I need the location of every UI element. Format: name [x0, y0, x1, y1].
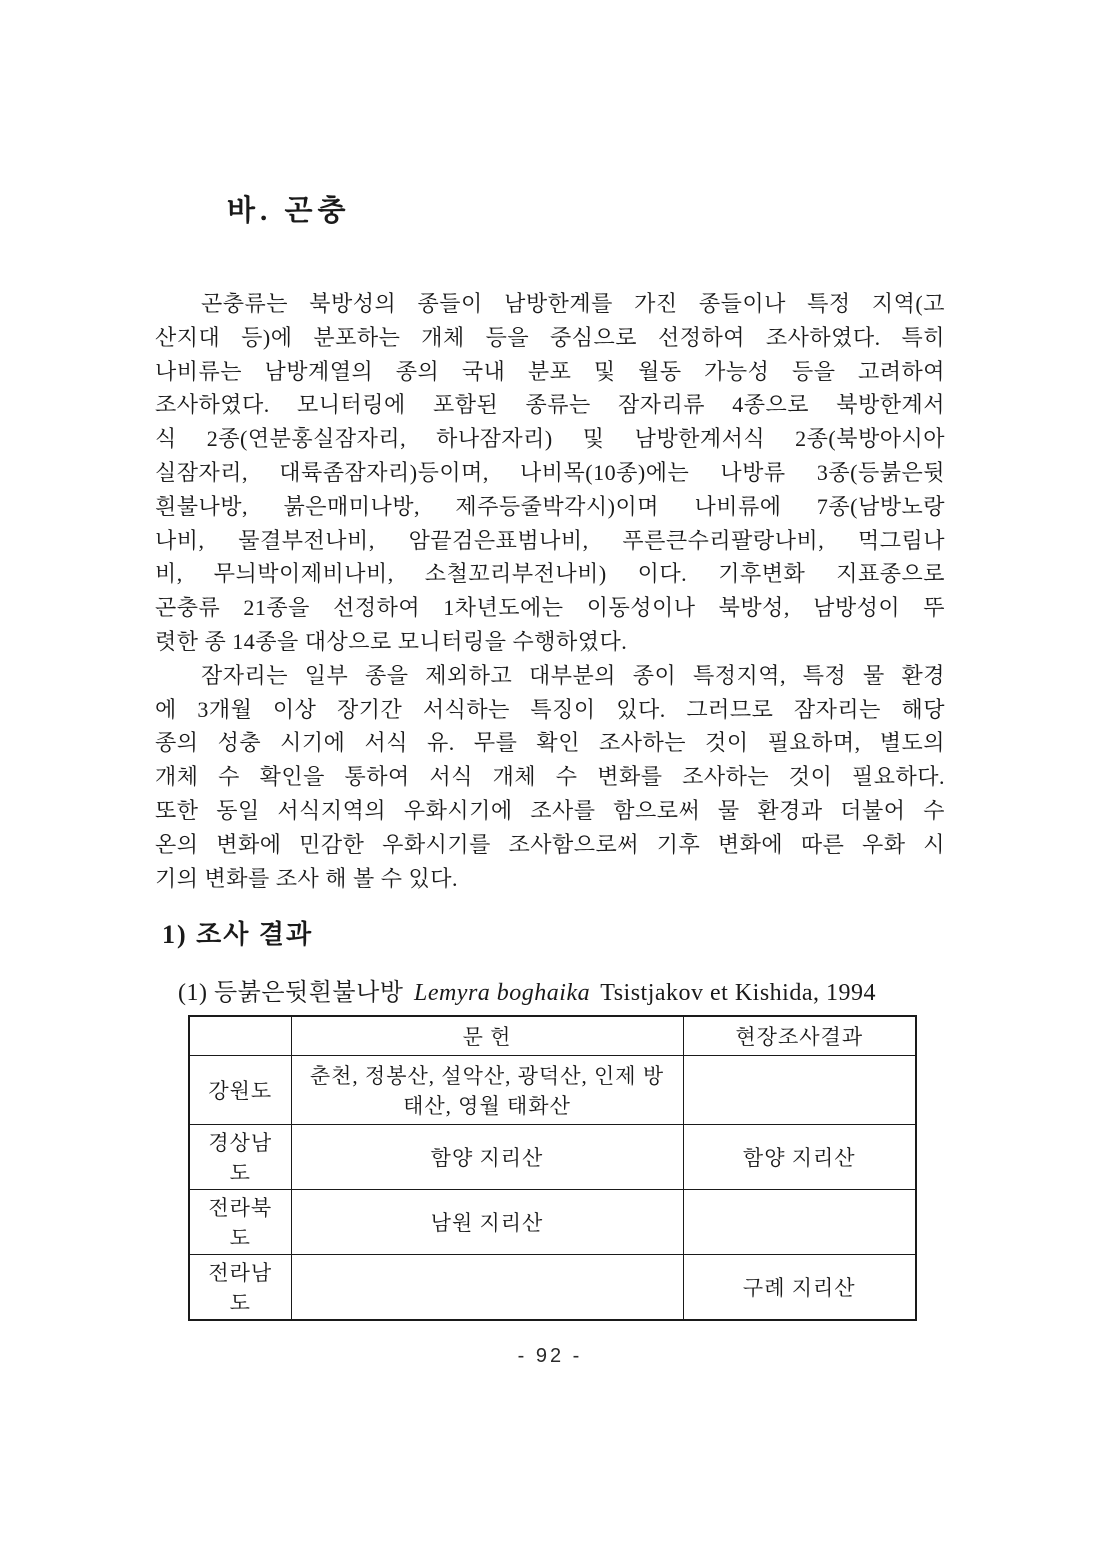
- text-line: 곤충류는 북방성의 종들이 남방한계를 가진 종들이나 특정 지역(고: [201, 291, 945, 316]
- table-row: [189, 1255, 916, 1321]
- table-cell-region: 전라남도: [189, 1255, 291, 1321]
- text-line: 나비, 물결부전나비, 암끝검은표범나비, 푸른큰수리팔랑나비, 먹그림나: [155, 527, 945, 553]
- table-row: [189, 1190, 916, 1255]
- text-line: 식 2종(연분홍실잠자리, 하나잠자리) 및 남방한계서식 2종(북방아시아: [155, 426, 945, 452]
- table-cell-region: 전라북도: [189, 1190, 291, 1255]
- text-line: 기의 변화를 조사 해 볼 수 있다.: [155, 865, 459, 891]
- table-row: [189, 1056, 916, 1125]
- table-cell-field: 구례 지리산: [683, 1255, 916, 1321]
- text-line: 조사하였다. 모니터링에 포함된 종류는 잠자리류 4종으로 북방한계서: [155, 392, 945, 418]
- table-cell-field: [683, 1056, 916, 1125]
- table-cell-field: [683, 1190, 916, 1255]
- table-cell-region: 경상남도: [189, 1125, 291, 1190]
- text-line: 실잠자리, 대륙좀잠자리)등이며, 나비목(10종)에는 나방류 3종(등붉은뒷: [155, 459, 945, 485]
- text-line: 흰불나방, 붉은매미나방, 제주등줄박각시)이며 나비류에 7종(남방노랑: [155, 493, 945, 519]
- species-entry-prefix: (1) 등붉은뒷흰불나방: [178, 980, 404, 1006]
- text-line: 종의 성충 시기에 서식 유. 무를 확인 조사하는 것이 필요하며, 별도의: [155, 730, 945, 756]
- table-cell-field: 함양 지리산: [683, 1125, 916, 1190]
- table-cell-literature: 남원 지리산: [291, 1190, 683, 1255]
- page-number: - 92 -: [517, 1345, 583, 1367]
- text-line: 개체 수 확인을 통하여 서식 개체 수 변화를 조사하는 것이 필요하다.: [155, 764, 945, 790]
- species-entry: [178, 972, 876, 1007]
- text-line: 또한 동일 서식지역의 우화시기에 조사를 함으로써 물 환경과 더불어 수: [155, 797, 945, 823]
- text-line: 나비류는 남방계열의 종의 국내 분포 및 월동 가능성 등을 고려하여: [155, 358, 945, 384]
- literature-survey-table: [188, 1015, 917, 1321]
- table-cell-literature: 춘천, 정봉산, 설악산, 광덕산, 인제 방태산, 영월 태화산: [291, 1056, 683, 1125]
- body-text: [155, 287, 945, 895]
- text-line: 곤충류 21종을 선정하여 1차년도에는 이동성이나 북방성, 남방성이 뚜: [155, 595, 945, 621]
- text-line: 온의 변화에 민감한 우화시기를 조사함으로써 기후 변화에 따른 우화 시: [155, 831, 945, 857]
- species-scientific-name: Lemyra boghaika: [413, 980, 591, 1006]
- text-line: 렷한 종 14종을 대상으로 모니터링을 수행하였다.: [155, 628, 628, 654]
- table-cell-region: 강원도: [189, 1056, 291, 1125]
- species-authority: Tsistjakov et Kishida, 1994: [600, 980, 877, 1006]
- table-cell-literature: [291, 1255, 683, 1321]
- table-header-row: [189, 1016, 916, 1056]
- table-cell-literature: 함양 지리산: [291, 1125, 683, 1190]
- text-line: 비, 무늬박이제비나비, 소철꼬리부전나비) 이다. 기후변화 지표종으로: [155, 561, 945, 587]
- table-header-literature: 문 헌: [291, 1016, 683, 1056]
- text-line: 잠자리는 일부 종을 제외하고 대부분의 종이 특정지역, 특정 물 환경: [201, 662, 945, 688]
- results-section-heading: 1) 조사 결과: [162, 920, 314, 949]
- table-header-region: [189, 1016, 291, 1056]
- chapter-heading: 바. 곤충: [227, 195, 351, 227]
- text-line: 산지대 등)에 분포하는 개체 등을 중심으로 선정하여 조사하였다. 특히: [155, 324, 945, 350]
- table-header-field-results: 현장조사결과: [683, 1016, 916, 1056]
- text-line: 에 3개월 이상 장기간 서식하는 특징이 있다. 그러므로 잠자리는 해당: [155, 696, 945, 722]
- table-row: [189, 1125, 916, 1190]
